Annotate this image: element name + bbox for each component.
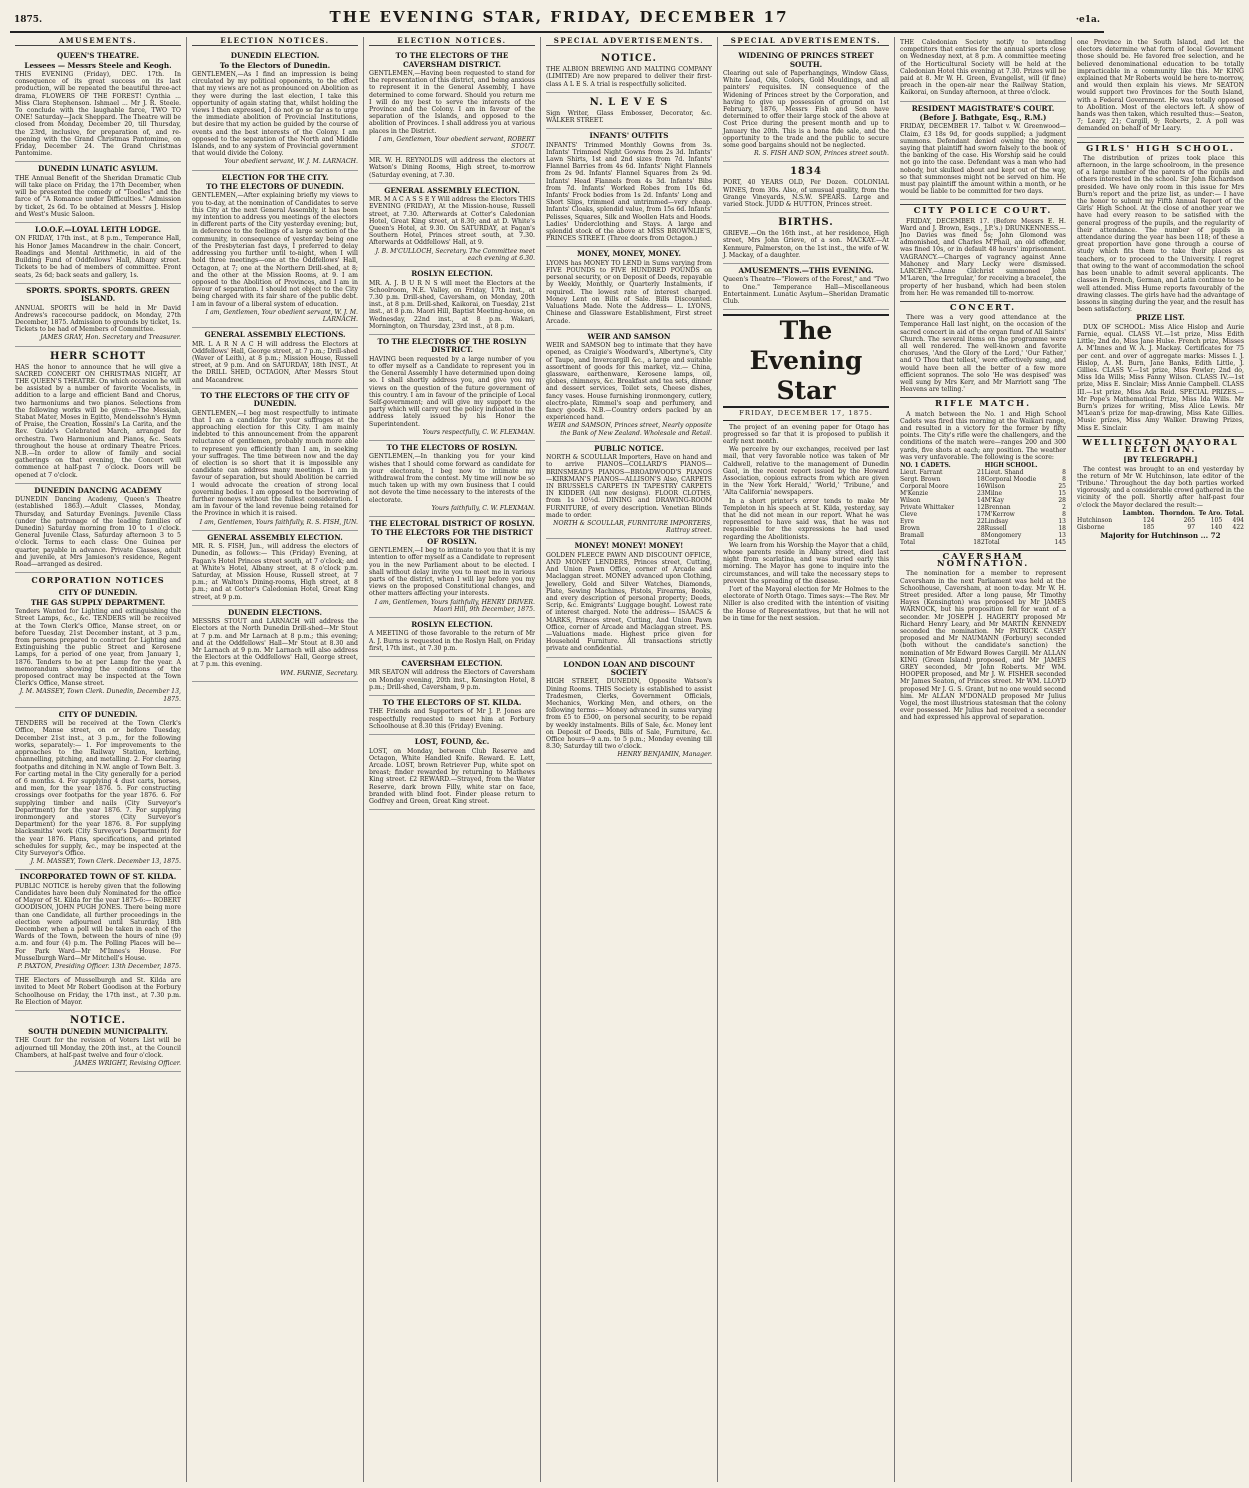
ad-body: INFANTS' Trimmed Monthly Gowns from 3s. Infants' Trimmed Night Gowns from 2s 3d. Infants' Lawn Shirts, 1st and 2nd sizes from 7d. Infants' Flannel Barries from 4s 6d. Infants' Night Flannels from 2s 9d. Infants' Flannel Squares from 2s 9d. Infants' Head Flannels from 4s 3d. Infants' Bibs from 7d. Infants' Worked Robes from 10s 6d. Infants' Frock bodies from 1s 2d. Infants' Long and Short Slips, trimmed and untrimmed—very cheap. Infants' Cloaks, splendid value, from 15s 6d. Infants' Pelisses, Squares, Silk and Woollen Hats and Hoods. Ladies' Underclothing and Stays. A large and splendid stock of the above at MISS BROWNLIE'S, PRINCES STREET. (Three doors from Octagon.) xyxy=(546,141,712,243)
score-cell: 28 xyxy=(1058,496,1066,504)
ad-body: A MEETING of those favorable to the return of Mr A. J. Burns is requested in the Roslyn Hall, on Friday first, 17th inst., at 7.30 p.m. xyxy=(369,630,535,652)
score-cell: 15 xyxy=(1058,489,1066,497)
score-header: NO. 1 CADETS. xyxy=(900,461,951,469)
score-cell: 22 xyxy=(977,517,985,525)
ad-list xyxy=(546,49,712,763)
ad-heading: CITY OF DUNEDIN. xyxy=(58,588,138,598)
score-cell: 14 xyxy=(977,496,985,504)
ad-heading: CITY OF DUNEDIN. xyxy=(58,709,138,719)
score-header: HIGH SCHOOL. xyxy=(984,461,1038,469)
column-heading: SPECIAL ADVERTISEMENTS. xyxy=(723,37,889,46)
ad-body: THE Electors of Musselburgh and St. Kilda are invited to Meet Mr Robert Goodison at the Forbury Schoolhouse on Friday, the 17th inst., at 7.30 p.m. Re Election of Mayor. xyxy=(15,977,181,1006)
ad-heading: DUNEDIN DANCING ACADEMY xyxy=(34,485,162,495)
ad-subheading: (Before J. Bathgate, Esq., R.M.) xyxy=(919,113,1047,123)
leader-paragraph: I'ort of the Mayoral election for Mr Holmes to the electorate of North Otago. Times says:—The Rev. Mr Niller is also credited with the intention of visiting the House of Representatives, but that he will not be in time for the next session. xyxy=(723,585,889,622)
ad-heading: GENERAL ASSEMBLY ELECTIONS. xyxy=(204,330,346,340)
score-cell: 8 xyxy=(1062,475,1066,483)
poll-cell: 140 xyxy=(1210,523,1223,531)
ad-body: Clearing out sale of Paperhangings, Window Glass, White Lead, Oils, Colors, Gold Mouldings, and all painters' requisites. IN consequence of the Widening of Princes street by the Corporation, and having to give up possession of ground on 1st February, 1876, Messrs Fish and Son have determined to offer their large stock of the above at Cost Price during the present month and up to January the 20th. This is a bona fide sale, and the opportunity to the trade and the public to secure some good bargains should not be neglected. xyxy=(723,70,889,150)
advertisement xyxy=(192,531,358,606)
ad-heading: ROSLYN ELECTION. xyxy=(411,620,493,630)
ad-signature: J. M. MASSEY, Town Clerk. December 13, 1875. xyxy=(30,858,181,866)
score-row xyxy=(900,476,1066,483)
advertisement xyxy=(723,49,889,162)
score-cell: Bramall xyxy=(900,531,924,539)
article-text: The nomination for a member to represent Caversham in the next Parliament was held at the Schoolhouse, Caversham, at noon to-day. Mr W. H. Street presided. After a long pause, Mr Timothy Hayes (Kensington) was proposed by Mr JAMES WARNOCK, but his proposition fell for want of a seconder. Mr JOSEPH J. HAGERTY proposed Mr Richard Henry Leary, and Mr MARTIN KENNEDY seconded the nomination. Mr PATRICK CASEY proposed and Mr NAUMANN (Forbury) seconded (both without the candidate's sanction) the nomination of Mr Edward Bowes Cargill. Mr ALLAN KING (Green Island) proposed, and Mr JAMES GREY seconded, Mr John Roberts. Mr WM. HOOPER proposed, and Mr J. W. FISHER seconded Mr James Seaton, of Princes street. Mr WM. LLOYD proposed Mr J. G. S. Grant, but no one would second him. Mr ALLAN M'DONALD proposed Mr Julius Vogel, the most illustrious statesman that the colony ever possessed. Mr Julius had received a seconder and had expressed his approval of separation. xyxy=(900,570,1066,722)
score-cell: 8 xyxy=(1062,468,1066,476)
score-cell: Brennan xyxy=(984,503,1011,511)
ad-signature: R. S. FISH AND SON, Princes street south. xyxy=(753,150,889,158)
subheading: PRIZE LIST. xyxy=(1136,313,1185,323)
poll-cell: 422 xyxy=(1232,523,1244,531)
score-cell: Lieut. Farrant xyxy=(900,468,943,476)
ad-signature: WM. FARNIE, Secretary. xyxy=(280,669,358,677)
ad-signature: Your obedient servant, W. J. M. LARNACH. xyxy=(224,158,358,166)
ad-body: LYONS has MONEY TO LEND in Sums varying from FIVE POUNDS to FIVE HUNDRED POUNDS on personal security, or on Deposit of Deeds, repayable by Weekly, Monthly, or Quarterly Instalments, if required. The lowest rate of interest charged. Money Lent on Bills of Sale. Bills Discounted. Valuations Made. Note the Address— L. LYONS, Chinese and Glassware Establishment, First street Arcade. xyxy=(546,259,712,325)
ad-body: TENDERS will be received at the Town Clerk's Office, Manse street, on or before Tuesday, December 21st inst., at 3 p.m., for the following works, separately:— 1. For improvements to the approaches to the Railway Station, kerbing, channelling, pitching, and metalling. 2. For clearing footpaths and ditching in N.W. angle of Town Belt. 3. For carting metal in the City generally for a period of 6 months. 4. For supplying 4 dust carts, horses, and men, for the year 1876. 5. For constructing crossings over footpaths for the year 1876. 6. For supplying timber and nails (City Surveyor's Department) for the year 1876. 7. For supplying ironmongery and stores (City Surveyor's Department) for the year 1876. 8. For supplying blacksmiths' work (City Surveyor's Department) for the year 1876. Plans, specifications, and printed schedules for supply, &c., may be inspected at the City Surveyor's Office. xyxy=(15,720,181,857)
ad-signature: JAMES GRAY, Hon. Secretary and Treasurer. xyxy=(40,334,181,342)
poll-majority: Majority for Hutchinson ... 72 xyxy=(1100,530,1221,540)
ad-body: MESSRS STOUT and LARNACH will address the Electors at the North Dunedin Drill-shed—Mr Stout at 7 p.m. and Mr Larnach at 8 p.m.; this evening; and at the Oddfellows' Hall—Mr Stout at 8.30 and Mr Larnach at 9 p.m. Mr Larnach will also address the Electors at the Oddfellows' Hall, George street, at 7 p.m. this evening. xyxy=(192,618,358,669)
score-cell: 182 xyxy=(973,538,985,546)
score-cell: Eyre xyxy=(900,517,915,525)
ad-list xyxy=(15,586,181,1072)
article-text: The distribution of prizes took place this afternoon, in the large schoolroom, in the presence of a large number of the parents of the pupils and others interested in the school. Sir John Richardson presided. We have only room in this issue for Mrs Burn's report and the prize list, as under:— I have the honor to submit my Fifth Annual Report of the Girls' High School. At the close of another year we have had every reason to be satisfied with the general progress of the pupils, and the regularity of their attendance. The number of pupils in attendance during the year has been 118; of these a great proportion have gone through a course of study which fits them to take their places as teachers, or to proceed to the University. I regret that owing to the want of accommodation the school has been unable to admit several applicants. The classes in French, German, and Latin continue to be well attended. Miss Hume reports favourably of the drawing classes. The girls have had the advantage of lessons in singing during the year, and the result has been satisfactory. xyxy=(1077,154,1244,314)
score-cell: Total xyxy=(900,538,916,546)
ad-heading: SPORTS. SPORTS. SPORTS. GREEN ISLAND. xyxy=(26,285,170,304)
score-cell: 28 xyxy=(977,524,985,532)
column-special-ads xyxy=(541,37,718,1482)
subheading: [BY TELEGRAPH.] xyxy=(1123,455,1198,465)
ad-body: GENTLEMEN,—I beg most respectfully to intimate that I am a candidate for your suffrages at the approaching election for this City. I am mainly indebted to this announcement from the apparent reluctance of gentlemen, probably much more able to represent you efficiently than I am, in seeking your suffrages. The time between now and the day of election is so short that it is impossible any candidate can address many meetings. I am in favour of separation, but should Abolition be carried I would advocate the creation of strong local governing bodies. I am opposed to the borrowing of further moneys without the fullest consideration. I am in favour of the land revenue being retained for the Province in which it is raised. xyxy=(192,409,358,518)
ad-heading: 1834 xyxy=(790,166,822,178)
column-news xyxy=(895,37,1072,1482)
ad-body: GOLDEN FLEECE PAWN AND DISCOUNT OFFICE, AND MONEY LENDERS, Princes street, Cutting, And Union Pawn Office, corner of Arcade and Maclaggan street. MONEY advanced upon Clothing, Jewellery, Gold and Silver Watches, Diamonds, Plate, Sewing Machines, Pistols, Firearms, Books, and every description of personal property; Deeds, Scrip, &c. Emigrants' Luggage bought. Lowest rate of interest charged. Note the address— ISAACS & MARKS, Princes street, Cutting, And Union Pawn Office, corner of Arcade and Maclaggan street. P.S.—Valuations made. Highest price given for Household Furniture. All transactions strictly private and confidential. xyxy=(546,551,712,653)
score-cell: Brown xyxy=(900,524,920,532)
ad-body: ANNUAL SPORTS will be held in Mr David Andrews's racecourse paddock, on Monday, 27th December, 1875. Admission to grounds by ticket, 1s. Tickets to be had of Members of Committee. xyxy=(15,304,181,334)
column-news-2 xyxy=(1072,37,1249,1482)
score-cell: Private Whittaker xyxy=(900,503,955,511)
ad-signature: I am, Gentlemen, Your obedient servant, W. J. M. LARNACH. xyxy=(205,308,358,323)
ad-signature: WEIR and SAMSON, Princes street, Nearly opposite the Bank of New Zealand. Wholesale and Retail. xyxy=(547,422,712,437)
ad-subheading: THE GAS SUPPLY DEPARTMENT. xyxy=(30,597,166,607)
advertisement xyxy=(369,441,535,517)
poll-cell: 124 xyxy=(1143,516,1155,524)
leader-paragraph: We perceive by our exchanges, received per last mail, that very favorable notice was taken of Mr Caldwell, relative to the management of Dunedin Gaol, in the recent report issued by the Howard Association, copious extracts from which are given in the 'New York Herald,' 'World,' 'Tribune,' and 'Alta California' newspapers. xyxy=(723,446,889,497)
ad-heading: TO THE ELECTORS OF THE CAVERSHAM DISTRICT. xyxy=(395,51,509,69)
ad-body: MR. R. S. FISH, Jun., will address the electors of Dunedin, as follows:— This (Friday) Evening, at Fagan's Hotel Princes street south, at 7 o'clock; and at White's Hotel, Albany street, at 8 o'clock p.m. Saturday, at Mission House, Russell street, at 7 p.m.; at Walton's Dining-rooms, High street, at 8 p.m.; and at Cotter's Caledonian Hotel, Great King street, at 9 p.m. xyxy=(192,543,358,601)
ad-body: HAS the honor to announce that he will give a SACRED CONCERT ON CHRISTMAS NIGHT, AT THE QUEEN'S THEATRE. On which occasion he will be assisted by a number of favorite Vocalists, in addition to a large and efficient Band and Chorus, two harmoniums and two pianos. Selections from the following works will be given:—The Messiah, Stabat Mater, Moses in Egitto, Mendelssohn's Hymn of Praise, the Creation, Rossini's La Carita, and the Rev. Guido's Celebrated March, arranged for orchestra. Two Harmonium and Pianos, &c. Seats throughout the house at ordinary Theatre Prices. N.B.—In order to allow of family and social gatherings on that evening, the Concert will commence at half-past 7 o'clock. Doors will be opened at 7 o'clock. xyxy=(15,363,181,479)
advertisement xyxy=(15,975,181,1011)
rifle-score-table xyxy=(900,462,1066,546)
ad-subheading: To the Electors of Dunedin. xyxy=(219,60,331,70)
ad-body: THE Annual Benefit of the Sheridan Dramatic Club will take place on Friday, the 17th December, when will be presented the comedy of "Toodles" and the farce of "A Romance under Difficulties." Admission by ticket, 2s 6d. To be obtained at Messrs J. Hislop and West's Music Saloon. xyxy=(15,174,181,218)
score-row xyxy=(900,497,1066,504)
score-cell: Lindsay xyxy=(984,517,1009,525)
score-cell: Corporal Moore xyxy=(900,482,949,490)
ad-heading: RESIDENT MAGISTRATE'S COURT. xyxy=(911,103,1055,113)
score-cell: 8 xyxy=(980,531,985,539)
ad-heading: TO THE ELECTORS OF ROSLYN. xyxy=(386,442,518,452)
advertisement xyxy=(369,155,535,184)
poll-cell: 185 xyxy=(1143,523,1155,531)
ad-heading: INCORPORATED TOWN OF ST. KILDA. xyxy=(19,872,177,882)
advertisement xyxy=(723,162,889,213)
leader-paragraph: We learn from his Worship the Mayor that a child, whose parents reside in Albany street, died last night from scarlatina, and was buried early this morning. The Mayor has gone to inquire into the circumstances, and will take the necessary steps to prevent the spreading of the disease. xyxy=(723,541,889,585)
score-cell: Cleve xyxy=(900,510,918,518)
poll-header xyxy=(1077,510,1118,517)
ad-body: one Province in the South Island, and let the electors determine what form of local Government those should be. He favored free selection, and he believed denominational education to be totally impracticable in a community like this. Mr KING explained that Mr Roberts would be here to-morrow, and would then explain his views. Mr SEATON would support two Provinces for the South Island, with a Federal Government. He was totally opposed to Abolition. Most of the electors left. A show of hands was then taken, which resulted thus:—Seaton, 7; Leary, 21; Cargill, 9; Roberts, 2. A poll was demanded on behalf of Mr Leary. xyxy=(1077,39,1244,133)
leader-article xyxy=(723,424,889,622)
ad-heading: N. L E V E S xyxy=(589,96,669,108)
advertisement xyxy=(369,735,535,810)
poll-table xyxy=(1077,510,1244,531)
ad-heading: TO THE ELECTORS OF ST. KILDA. xyxy=(382,698,522,708)
score-cell: Mongomery xyxy=(984,531,1022,539)
ad-heading: DUNEDIN ELECTIONS. xyxy=(228,607,322,617)
advertisement xyxy=(546,247,712,329)
newspaper-nameplate: The Evening Star xyxy=(723,314,889,408)
advertisement xyxy=(900,37,1066,102)
score-cell: Sergt. Brown xyxy=(900,475,941,483)
ad-body: HIGH STREET, DUNEDIN, Opposite Watson's Dining Rooms. THIS Society is established to assist Tradesmen, Clerks, Government Officials, Mechanics, Working Men, and others, on the following terms:— Money advanced in sums varying from £5 to £500, on personal security, to be repaid by weekly instalments. Bills of Sale, &c. Money lent on Deposit of Deeds, Bills of Sale, Furniture, &c. Office hours—9 a.m. to 5 p.m.; Monday evening till 8.30; Saturday till two o'clock. xyxy=(546,678,712,751)
score-row xyxy=(900,539,1066,546)
article-heading: CAVERSHAM NOMINATION. xyxy=(900,550,1066,568)
advertisement xyxy=(369,267,535,335)
ad-list xyxy=(1077,37,1244,138)
ad-heading: WEIR AND SAMSON xyxy=(587,331,671,341)
advertisement xyxy=(15,162,181,223)
ad-signature: I am, Gentlemen, Your obedient servant, ROBERT STOUT. xyxy=(378,135,535,151)
ad-subheading: SOUTH DUNEDIN MUNICIPALITY. xyxy=(28,1027,168,1036)
ad-signature: JAMES WRIGHT, Revising Officer. xyxy=(74,1060,181,1068)
poll-cell: Hutchinson xyxy=(1077,516,1113,524)
masthead-year: 1875. xyxy=(14,15,43,25)
ad-body: LOST, on Monday, between Club Reserve and Octagon, White Handled Knife. Reward. E. Lett, Arcade. LOST, brown Retriever Pup, white spot on breast; finder rewarded by returning to Mathews King street. £2 REWARD.—Strayed, from the Water Reserve, dark brown Filly, white star on face, branded with blind foot. Finder please return to Godfrey and Green, Great King street. xyxy=(369,747,535,805)
score-cell: 21 xyxy=(977,468,985,476)
ad-heading: WIDENING OF PRINCES STREET SOUTH. xyxy=(738,51,874,69)
poll-cell: Gisborne xyxy=(1077,523,1105,531)
ad-list xyxy=(900,37,1066,200)
ad-body: GENTLEMEN,—In thanking you for your kind wishes that I should come forward as candidate for your electorate, I beg now to intimate my withdrawal from the contest. My time will now be so much taken up with my own business that I could not devote the time necessary to the interests of the electorate. xyxy=(369,453,535,504)
advertisement xyxy=(15,223,181,284)
ad-heading: LOST, FOUND, &c. xyxy=(414,737,490,747)
ad-body: PUBLIC NOTICE is hereby given that the following Candidates have been duly Nominated for the office of Mayor of St. Kilda for the year 1875-6:— ROBERT GOODISON, JOHN PUGH JONES. There being more than one Candidate, all further proceedings in the election were adjourned until Saturday, 18th December, when a poll will be taken in each of the Wards of the Town, between the hours of nine (9) a.m. and four (4) p.m. The Polling Places will be— For Park Ward—Mr M'Innes's House. For Musselburgh Ward—Mr Mitchell's House. xyxy=(15,882,181,962)
article-heading: CONCERT. xyxy=(900,301,1066,312)
section-heading: CORPORATION NOTICES xyxy=(31,575,165,586)
advertisement xyxy=(369,49,535,155)
ad-heading: BIRTHS. xyxy=(778,217,834,229)
article-text: There was a very good attendance at the Temperance Hall last night, on the occasion of the sacred concert in aid of the organ fund of All Saints' Church. The several items on the programme were all well rendered. The well-known and favorite choruses, 'And the Glory of the Lord,' 'Our Father,' and 'O Thou that tellest,' were effectively sung, and would have been all the better of a few more efficient sopranos. The solo 'He was despised' was well sung by Mrs Kerr, and Mr Marriott sang 'The Heavens are telling.' xyxy=(900,314,1066,394)
ad-body: DUNEDIN Dancing Academy, Queen's Theatre (established 1863).—Adult Classes, Monday, Thursday, and Saturday Evenings. Juvenile Class (under the patronage of the leading families of Dunedin) Saturday morning from 10 to 1 o'clock. General Juvenile Class, Saturday afternoon 3 to 5 o'clock. Terms to each class: One Guinea per quarter, payable in advance. Private Classes, adult and juvenile, at Mrs Jamieson's residence, Regent Road—arranged as desired. xyxy=(15,496,181,569)
article-text: A match between the No. 1 and High School Cadets was fired this morning at the Waikari range, and resulted in a victory for the former by fifty points. The City's rifle were the challengers, and the conditions of the match were—ranges 200 and 300 yards, five shots at each; any position. The weather was very unfavorable. The following is the score: xyxy=(900,410,1066,461)
score-row xyxy=(900,511,1066,518)
score-row xyxy=(900,504,1066,511)
ad-heading: NOTICE. xyxy=(600,53,658,65)
score-cell: 12 xyxy=(977,503,985,511)
ad-heading: NOTICE. xyxy=(69,1015,127,1026)
column-heading: SPECIAL ADVERTISEMENTS. xyxy=(546,37,712,46)
ad-subheading: Lessees — Messrs Steele and Keogh. xyxy=(24,60,172,70)
ad-body: THIS EVENING (Friday), DEC. 17th. In consequence of its great success on its last production, will be repeated the beautiful three-act drama, FLOWERS OF THE FOREST! Cynthia ... Miss Clara Stephenson. Ishmael ... Mr J. R. Steele. To conclude with the laughable farce, TWO TO ONE! Saturday—Jack Sheppard. The Theatre will be closed from Monday, December 20, till Thursday, the 23rd, inclusive, for preparation of, and re-opening with the Grand Christmas Pantomime, on Friday, December 24. The Grand Christmas Pantomime. xyxy=(15,71,181,158)
poll-cell: 105 xyxy=(1210,516,1223,524)
score-row xyxy=(900,469,1066,476)
ad-signature: J. B. M'CULLOCH, Secretary. The Committee meet each evening at 6.30. xyxy=(375,247,535,262)
ad-body: GENTLEMEN,—As I find an impression is being circulated by my political opponents, to the effect that my views are not as pronounced on Abolition as they were during the last election, I take this opportunity of again stating that, whilst holding the views I then expressed, I do not go so far as to urge the immediate abolition of Provincial Institutions, but desire that my action be guided by the course of events and the best interests of the Colony. I am opposed to the separation of the North and Middle Islands, and to any system of Provincial government that would divide the Colony. xyxy=(192,71,358,158)
score-cell: Russell xyxy=(984,524,1007,532)
leader-paragraph: The project of an evening paper for Otago has progressed so far that it is proposed to publish it early next month. xyxy=(723,423,889,445)
article-heading: WELLINGTON MAYORAL ELECTION. xyxy=(1077,436,1244,454)
ad-body: WEIR and SAMSON beg to intimate that they have opened, as Craigie's Woodward's, Albertyne's, City of Taupo, and Invercargill &c., a large and suitable assortment of goods for this market, viz.— China, glassware, earthenware, Kerosene lamps, oil, globes, chimneys, &c. Breakfast and tea sets, dinner and dessert services, Toilet sets, Cheese dishes, fancy vases. House furnishing ironmongery, cutlery, electro-plate, Rimmel's soap and perfumery, and fancy goods. N.B.—Country orders packed by an experienced hand. xyxy=(546,342,712,422)
ad-heading: THE ELECTORAL DISTRICT OF ROSLYN. xyxy=(369,519,535,528)
score-cell: Wilson xyxy=(900,496,921,504)
column-heading: AMUSEMENTS. xyxy=(15,37,181,46)
column-amusements xyxy=(10,37,187,1482)
poll-row xyxy=(1077,524,1244,531)
ad-list xyxy=(15,49,181,573)
ad-body: GRIEVE.—On the 16th inst., at her residence, High street, Mrs John Grieve, of a son. MACKAY.—At Kenmure, Palmerston, on the 1st inst., the wife of W. J. Mackay, of a daughter. xyxy=(723,230,889,259)
score-cell: 25 xyxy=(1058,482,1066,490)
poll-cell: 494 xyxy=(1232,516,1244,524)
ad-body: MR. A. J. B U R N S will meet the Electors at the Schoolroom, N.E. Valley, on Friday, 17th inst., at 7.30 p.m. Drill-shed, Caversham, on Monday, 20th inst., at 8 p.m. Drill-shed, Kaikorai, on Tuesday, 21st inst., at 8 p.m. Maori Hill, Baptist Meeting-house, on Wednesday, 22nd inst., at 8 p.m. Wakari, Mornington, on Thursday, 23rd inst., at 8 p.m. xyxy=(369,279,535,330)
score-cell: M'Kay xyxy=(984,496,1004,504)
advertisement xyxy=(369,517,535,618)
ad-heading: PUBLIC NOTICE. xyxy=(594,443,664,453)
advertisement xyxy=(900,102,1066,201)
ad-heading: ROSLYN ELECTION. xyxy=(411,269,493,279)
score-row xyxy=(900,532,1066,539)
ad-body: NORTH & SCOULLAR Importers, Have on hand and to arrive PIANOS—COLLARD'S PIANOS—BRINSMEAD'S PIANOS—BROADWOOD'S PIANOS—KIRKMAN'S PIANOS—ALLISON'S Also, CARPETS IN BRUSSELS CARPETS IN TAPESTRY CARPETS IN KIDDER (All new designs). FLOOR CLOTHS, from 1s 10½d. DINING and DRAWING-ROOM FURNITURE, of every description. Venetian Blinds made to order. xyxy=(546,454,712,519)
advertisement xyxy=(546,49,712,93)
article-text: DUX OF SCHOOL: Miss Alice Hislop and Aurie Farnie, equal. CLASS VI.—1st prize, Miss Edith Little; 2nd do, Miss Jane Hulse. French prize, Misses A. M'Innes and W. A. J. Mackay. Certificates for 75 per cent. and over of aggregate marks: Misses I. J. Hislop, A. M. Burn, Jane Banks, Edith Little, J. Gillies. CLASS V.—1st prize, Miss Fowler; 2nd do, Miss Ida Wills; Miss Fanny Wilson. CLASS IV.—1st prize, Miss E. Sinclair; Miss Annie Campbell. CLASS III.—1st prize, Miss Ada Reid. SPECIAL PRIZES.—Mr Pope's Mathematical Prize, Miss Ida Wills. Mr Burn's prizes for writing, Miss Alice Lewis. Mr M'Lean's prize for map-drawing, Miss Kate Gillies. Music prizes, Miss Amy Walker. Drawing Prizes, Miss E. Sinclair. xyxy=(1077,323,1244,432)
masthead-title: THE EVENING STAR, FRIDAY, DECEMBER 17 xyxy=(329,8,789,26)
advertisement xyxy=(546,539,712,657)
score-cell: 8 xyxy=(1062,510,1066,518)
poll-header: Te Aro. xyxy=(1198,509,1223,517)
ad-body: GENTLEMEN,—After explaining briefly my views to you to-day, at the nomination of Candidates to serve this City at the next General Assembly, it has been my intention to address you meetings of the electors in different parts of the City yesterday evening; but, in deference to the feelings of a large section of the community, in consequence of yesterday being one of the Presbyterian fast days, I preferred to delay addressing you further until to-night, when I will hold three meetings—one at the Oddfellows' Hall, Octagon, at 7; one at the Northern Drill-shed, at 8; and the other at the Mission Rooms, at 9. I am opposed to the Abolition of Provinces, and I am in favour of separation. I should not object to the City being charged with its fair share of the public debt. I am in favour of a liberal system of education. xyxy=(192,192,358,308)
advertisement xyxy=(15,1011,181,1072)
poll-header: Thorndon. xyxy=(1160,509,1196,517)
ad-body: THE Friends and Supporters of Mr J. P. Jones are respectfully requested to meet him at Forbury Schoolhouse at 8.30 this (Friday) Evening. xyxy=(369,708,535,730)
column-heading: ELECTION NOTICES. xyxy=(369,37,535,46)
score-cell: Milne xyxy=(984,489,1003,497)
ad-heading: I.O.O.F.—LOYAL LEITH LODGE. xyxy=(35,225,161,235)
ad-body: PORT, 40 YEARS OLD, Per Dozen. COLONIAL WINES, from 30s. Also, of unusual quality, from the Grange Vineyards, N.S.W. SPEARS. Large and varied Stock. JUDD & HUTTON, Princes street. xyxy=(723,179,889,209)
score-cell: 17 xyxy=(977,510,985,518)
column-election-notices-2 xyxy=(364,37,541,1482)
advertisement xyxy=(369,184,535,267)
ad-body: THE Caledonian Society notify to intending competitors that entries for the annual sports close on Wednesday next, at 8 p.m. A committee meeting of the Horticultural Society will be held at the Caledonian Hotel this evening at 7.30. Prizes will be paid at 8. Mr W. H. Green, Evangelist, will (if fine) preach in the open-air near the Railway Station, Kaikorai, on Sunday afternoon, at three o'clock. xyxy=(900,39,1066,97)
ad-body: ON FRIDAY, 17th inst., at 8 p.m., Temperance Hall, his Honor James Macandrew in the chair. Concert, Readings and Mental Arithmetic, in aid of the Building Fund of Oddfellows' Hall, Albany street. Tickets to be had of members of committee. Front seats, 2s 6d; back seats and gallery, 1s. xyxy=(15,235,181,279)
ad-signature: P. PAXTON, Presiding Officer. 13th December, 1875. xyxy=(17,962,181,970)
ad-signature: I am, Gentlemen, Yours faithfully, HENRY DRIVER. Maori Hill, 9th December, 1875. xyxy=(374,598,535,613)
score-cell: Lieut. Shand xyxy=(984,468,1024,476)
ad-heading: GENERAL ASSEMBLY ELECTION. xyxy=(384,185,520,195)
ad-heading: LONDON LOAN AND DISCOUNT SOCIETY xyxy=(563,659,695,678)
advertisement xyxy=(723,213,889,264)
ad-signature: I am, Gentlemen, Yours faithfully, R. S. FISH, JUN. xyxy=(199,518,358,526)
advertisement xyxy=(15,586,181,707)
advertisement xyxy=(15,49,181,162)
article-heading: CITY POLICE COURT. xyxy=(900,204,1066,215)
advertisement xyxy=(546,658,712,764)
ad-body: THE ALBION BREWING AND MALTING COMPANY (LIMITED) Are now prepared to deliver their first-class A L E S. A trial is respectfully solicited. xyxy=(546,66,712,88)
score-row xyxy=(900,483,1066,490)
ad-heading: MONEY, MONEY, MONEY. xyxy=(577,249,681,259)
column-election-notices xyxy=(187,37,364,1482)
score-cell: 145 xyxy=(1054,538,1066,546)
masthead-page: ·e1a. xyxy=(1075,15,1100,25)
poll-cell: 97 xyxy=(1187,523,1196,531)
score-cell: Wilson xyxy=(984,482,1006,490)
score-row xyxy=(900,525,1066,532)
advertisement xyxy=(546,129,712,247)
score-row xyxy=(900,490,1066,497)
poll-row xyxy=(1077,517,1244,524)
article-text: FRIDAY, DECEMBER 17. (Before Messrs E. H. Ward and J. Brown, Esqs., J.P.'s.) DRUNKENNESS.—Jno Davies was fined 5s; John Glomond was admonished, and Charles M'Phail, an old offender, was fined 10s, or in default 48 hours' imprisonment. VAGRANCY.—Charges of vagrancy against Anne Mahoney and Mary Lecky were dismissed. LARCENY.—Anne Gilchrist summoned John M'Laren, 'the Irregular,' for receiving a bracelet, the property of her husband, which had been stolen from her. He was remanded till to-morrow. xyxy=(900,217,1066,297)
advertisement xyxy=(1077,37,1244,138)
advertisement xyxy=(723,264,889,310)
advertisement xyxy=(15,284,181,347)
ad-list xyxy=(192,49,358,682)
advertisement xyxy=(546,330,712,442)
ad-heading: DUNEDIN LUNATIC ASYLUM. xyxy=(37,164,159,174)
advertisement xyxy=(369,618,535,657)
score-cell: 16 xyxy=(977,482,985,490)
ad-body: GENTLEMEN,—Having been requested to stand for the representation of this district, and being anxious to represent it in the General Assembly, I have determined to come forward. Should you return me I will do my best to serve the interests of the Province and the Colony. I am in favour of the separation of the Islands, and opposed to the abolition of Provinces. I shall address you at various places in the District. xyxy=(369,70,535,135)
ad-body: MR. M A C A S S E Y Will address the Electors THIS EVENING (FRIDAY), At the Mission-house, Russell street, at 7.30. Afterwards at Cotter's Caledonian Hotel, Great King street, at 8.30; and at D. White's Queen's Hotel, at 9.30. On SATURDAY, at Fagan's Southern Hotel, Princes street south, at 7.30. Afterwards at Oddfellows' Hall, at 9. xyxy=(369,196,535,247)
score-cell: Total xyxy=(984,538,1000,546)
dateline: FRIDAY, DECEMBER 17, 1875. xyxy=(723,410,889,420)
columns xyxy=(10,36,1244,1482)
advertisement xyxy=(192,606,358,682)
ad-heading: CAVERSHAM ELECTION. xyxy=(401,659,503,669)
advertisement xyxy=(192,171,358,328)
score-row xyxy=(900,518,1066,525)
ad-heading: HERR SCHOTT xyxy=(49,350,147,362)
masthead xyxy=(10,8,1104,33)
ad-body: MR. W. H. REYNOLDS will address the electors at Watson's Dining Rooms, High street, to-morrow (Saturday evening, at 7.30. xyxy=(369,157,535,179)
advertisement xyxy=(192,328,358,389)
ad-signature: J. M. MASSEY, Town Clerk. Dunedin, December 13, 1875. xyxy=(19,688,181,703)
advertisement xyxy=(192,49,358,170)
ad-subheading: TO THE ELECTORS FOR THE DISTRICT OF ROSLYN. xyxy=(371,528,533,546)
score-cell: 13 xyxy=(1058,517,1066,525)
score-cell: 23 xyxy=(977,489,985,497)
score-cell: 13 xyxy=(1058,531,1066,539)
advertisement xyxy=(369,657,535,696)
ad-heading: TO THE ELECTORS OF THE CITY OF DUNEDIN. xyxy=(200,390,350,409)
ad-body: GENTLEMEN,—I beg to intimate to you that it is my intention to offer myself as a Candidate to represent you in the new Parliament about to be elected. I shall without delay invite you to meet me in various parts of the district, when I will lay before you my views on the proposed Constitutional changes, and other matters affecting your interests. xyxy=(369,547,535,598)
column-heading: ELECTION NOTICES. xyxy=(192,37,358,46)
ad-heading: MONEY! MONEY! MONEY! xyxy=(574,541,684,551)
poll-header: Total. xyxy=(1225,509,1244,517)
score-cell: M'Kerrow xyxy=(984,510,1015,518)
ad-body: THE Court for the revision of Voters List will be adjourned till Monday, the 20th inst., at the Council Chambers, at half-past twelve and four o'clock. xyxy=(15,1037,181,1059)
ad-signature: HENRY BENJAMIN, Manager. xyxy=(617,751,712,759)
ad-heading: INFANTS' OUTFITS xyxy=(589,131,669,141)
advertisement xyxy=(546,442,712,540)
score-cell: Corporal Moodie xyxy=(984,475,1037,483)
ad-heading: GENERAL ASSEMBLY ELECTION. xyxy=(207,532,343,542)
ad-signature: Yours faithfully, C. W. FLEXMAN. xyxy=(431,504,535,512)
ad-body: Tenders Wanted for Lighting and extinguishing the Street Lamps, &c., &c. TENDERS will be received at the Town Clerk's Office, Manse street, on or before Tuesday, 21st December instant, at 3 p.m., from persons prepared to contract for Lighting and Extinguishing the public Street and Kerosene Lamps, for a period of one year, from January 1, 1876. Tenders to be at per Lamp for the year. A memorandum showing the conditions of the proposed contract may be inspected at the Town Clerk's Office, Manse street. xyxy=(15,608,181,688)
ad-heading: ELECTION FOR THE CITY. xyxy=(221,172,329,182)
score-cell: M'Kenzie xyxy=(900,489,929,497)
advertisement xyxy=(15,708,181,870)
advertisement xyxy=(15,484,181,573)
advertisement xyxy=(369,696,535,735)
ad-heading: QUEEN'S THEATRE. xyxy=(56,51,140,61)
score-cell: 18 xyxy=(1058,524,1066,532)
ad-heading: DUNEDIN ELECTION. xyxy=(230,51,320,61)
ad-body: MR SEATON will address the Electors of Caversham on Monday evening, 20th inst., Kensington Hotel, 8 p.m.; Drill-shed, Caversham, 9 p.m. xyxy=(369,669,535,691)
article-text: The contest was brought to an end yesterday by the return of Mr W. Hutchinson, late editor of the 'Tribune.' Throughout the day both parties worked vigorously, and a considerable crowd gathered in the vicinity of the poll. Shortly after half-past four o'clock the Mayor declared the result:— xyxy=(1077,465,1244,509)
poll-cell: 265 xyxy=(1183,516,1196,524)
article-heading: RIFLE MATCH. xyxy=(900,397,1066,408)
ad-body: MR. L A R N A C H will address the Electors at Oddfellows' Hall, George street, at 7 p.m.; Drill-shed (Waver of Leith), at 8 p.m.; Mission House, Russell street, at 9 p.m. And on SATURDAY, 18th INST., At the DRILL SHED, OCTAGON, After Messrs Stout and Macandrew. xyxy=(192,340,358,384)
advertisement xyxy=(546,93,712,129)
poll-header: Lambton. xyxy=(1122,509,1155,517)
score-cell: 18 xyxy=(977,475,985,483)
advertisement xyxy=(15,870,181,975)
ad-body: Queen's Theatre—"Flowers of the Forest," and "Two to One." Temperance Hall—Miscellaneous Entertainment. Lunatic Asylum—Sheridan Dramatic Club. xyxy=(723,276,889,306)
column-special-ads-nameplate xyxy=(718,37,895,1482)
ad-heading: TO THE ELECTORS OF THE ROSLYN DISTRICT. xyxy=(377,336,527,355)
ad-signature: NORTH & SCOULLAR, FURNITURE IMPORTERS, Rattray street. xyxy=(553,519,712,535)
ad-body: FRIDAY, DECEMBER 17. Talbot v. W. Greenwood—Claim, £3 18s 9d, for goods supplied; a judgment summons. Defendant denied owning the money, saying that plaintiff had sworn falsely to the book of the banking of the case. His Worship said he could not go into the case. Defendant was a man who had nobody, but skulked about and kept out of the way, so that summonses might not be served on him. He must pay plaintiff the amount within a month, or he would be liable to be committed for two days. xyxy=(900,123,1066,196)
advertisement xyxy=(369,335,535,441)
advertisement xyxy=(192,389,358,531)
ad-heading: AMUSEMENTS.—THIS EVENING. xyxy=(738,266,874,276)
ad-body: Sign Writer, Glass Embosser, Decorator, &c. WALKER STREET. xyxy=(546,109,712,125)
ad-body: HAVING been requested by a large number of you to offer myself as a Candidate to represent you in the General Assembly I have determined upon doing so. I shall shortly address you, and give you my views on the question of the future government of this country. I am in favour of the principle of Local Self-government; and will give my support to the party which will carry out the policy indicated in the address lately issued by his Honor the Superintendent. xyxy=(369,355,535,428)
leader-paragraph: In a short printer's error tends to make Mr Templeton in his speech at St. Kilda, yesterday, say that he did not mean in our report. What he was represented to have said was, that he was not responsible for the expressions he had used regarding the Abolitionists. xyxy=(723,497,889,541)
article-heading: GIRLS' HIGH SCHOOL. xyxy=(1077,142,1244,153)
ad-subheading: TO THE ELECTORS OF DUNEDIN. xyxy=(206,182,344,192)
ad-signature: Yours respectfully, C. W. FLEXMAN. xyxy=(422,428,535,436)
ad-list xyxy=(369,49,535,810)
score-cell: 2 xyxy=(1062,503,1066,511)
advertisement xyxy=(15,347,181,484)
ad-list xyxy=(723,49,889,310)
